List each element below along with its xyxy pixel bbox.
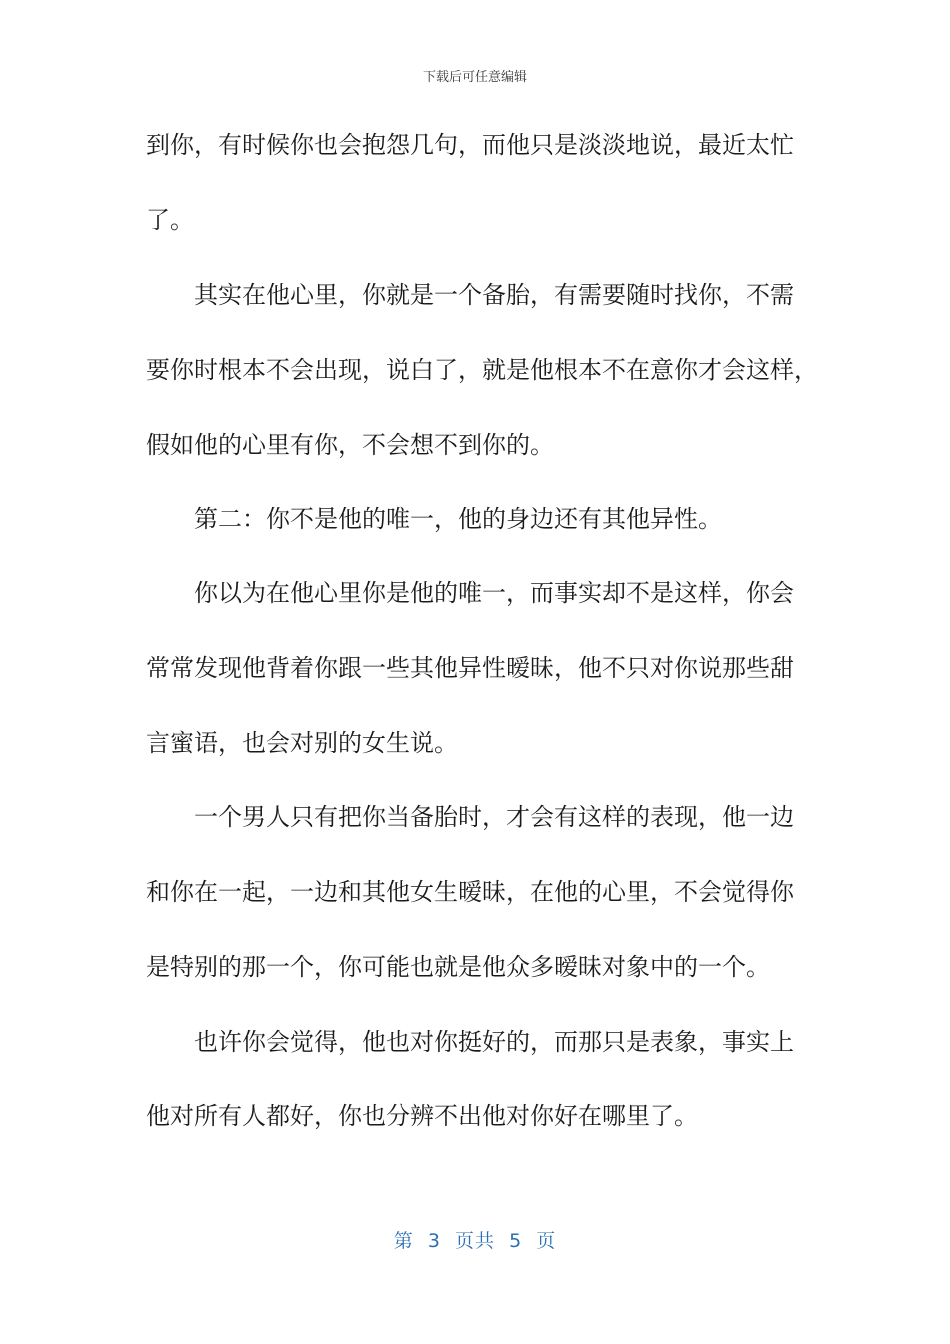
page-number: 第 3 页共 5 页 bbox=[393, 1230, 557, 1252]
page-header: 下载后可任意编辑 bbox=[422, 70, 527, 85]
text-line: 言蜜语，也会对别的女生说。 bbox=[146, 729, 458, 757]
text-line: 一个男人只有把你当备胎时，才会有这样的表现，他一边 bbox=[194, 803, 794, 831]
text-line: 要你时根本不会出现，说白了，就是他根本不在意你才会这样， bbox=[146, 356, 818, 384]
text-line: 也许你会觉得，他也对你挺好的，而那只是表象，事实上 bbox=[194, 1028, 794, 1056]
text-line: 其实在他心里，你就是一个备胎，有需要随时找你，不需 bbox=[194, 281, 794, 309]
text-line: 第二：你不是他的唯一，他的身边还有其他异性。 bbox=[194, 505, 722, 533]
text-line: 他对所有人都好，你也分辨不出他对你好在哪里了。 bbox=[146, 1102, 698, 1130]
page-footer bbox=[0, 1226, 950, 1253]
text-line: 你以为在他心里你是他的唯一，而事实却不是这样，你会 bbox=[194, 579, 794, 607]
text-line: 到你，有时候你也会抱怨几句，而他只是淡淡地说，最近太忙 bbox=[146, 131, 794, 159]
text-line: 是特别的那一个，你可能也就是他众多暧昧对象中的一个。 bbox=[146, 953, 770, 981]
text-line: 常常发现他背着你跟一些其他异性暧昧，他不只对你说那些甜 bbox=[146, 654, 794, 682]
text-line: 和你在一起，一边和其他女生暧昧，在他的心里，不会觉得你 bbox=[146, 878, 794, 906]
text-line: 了。 bbox=[146, 206, 194, 234]
text-line: 假如他的心里有你，不会想不到你的。 bbox=[146, 431, 554, 459]
